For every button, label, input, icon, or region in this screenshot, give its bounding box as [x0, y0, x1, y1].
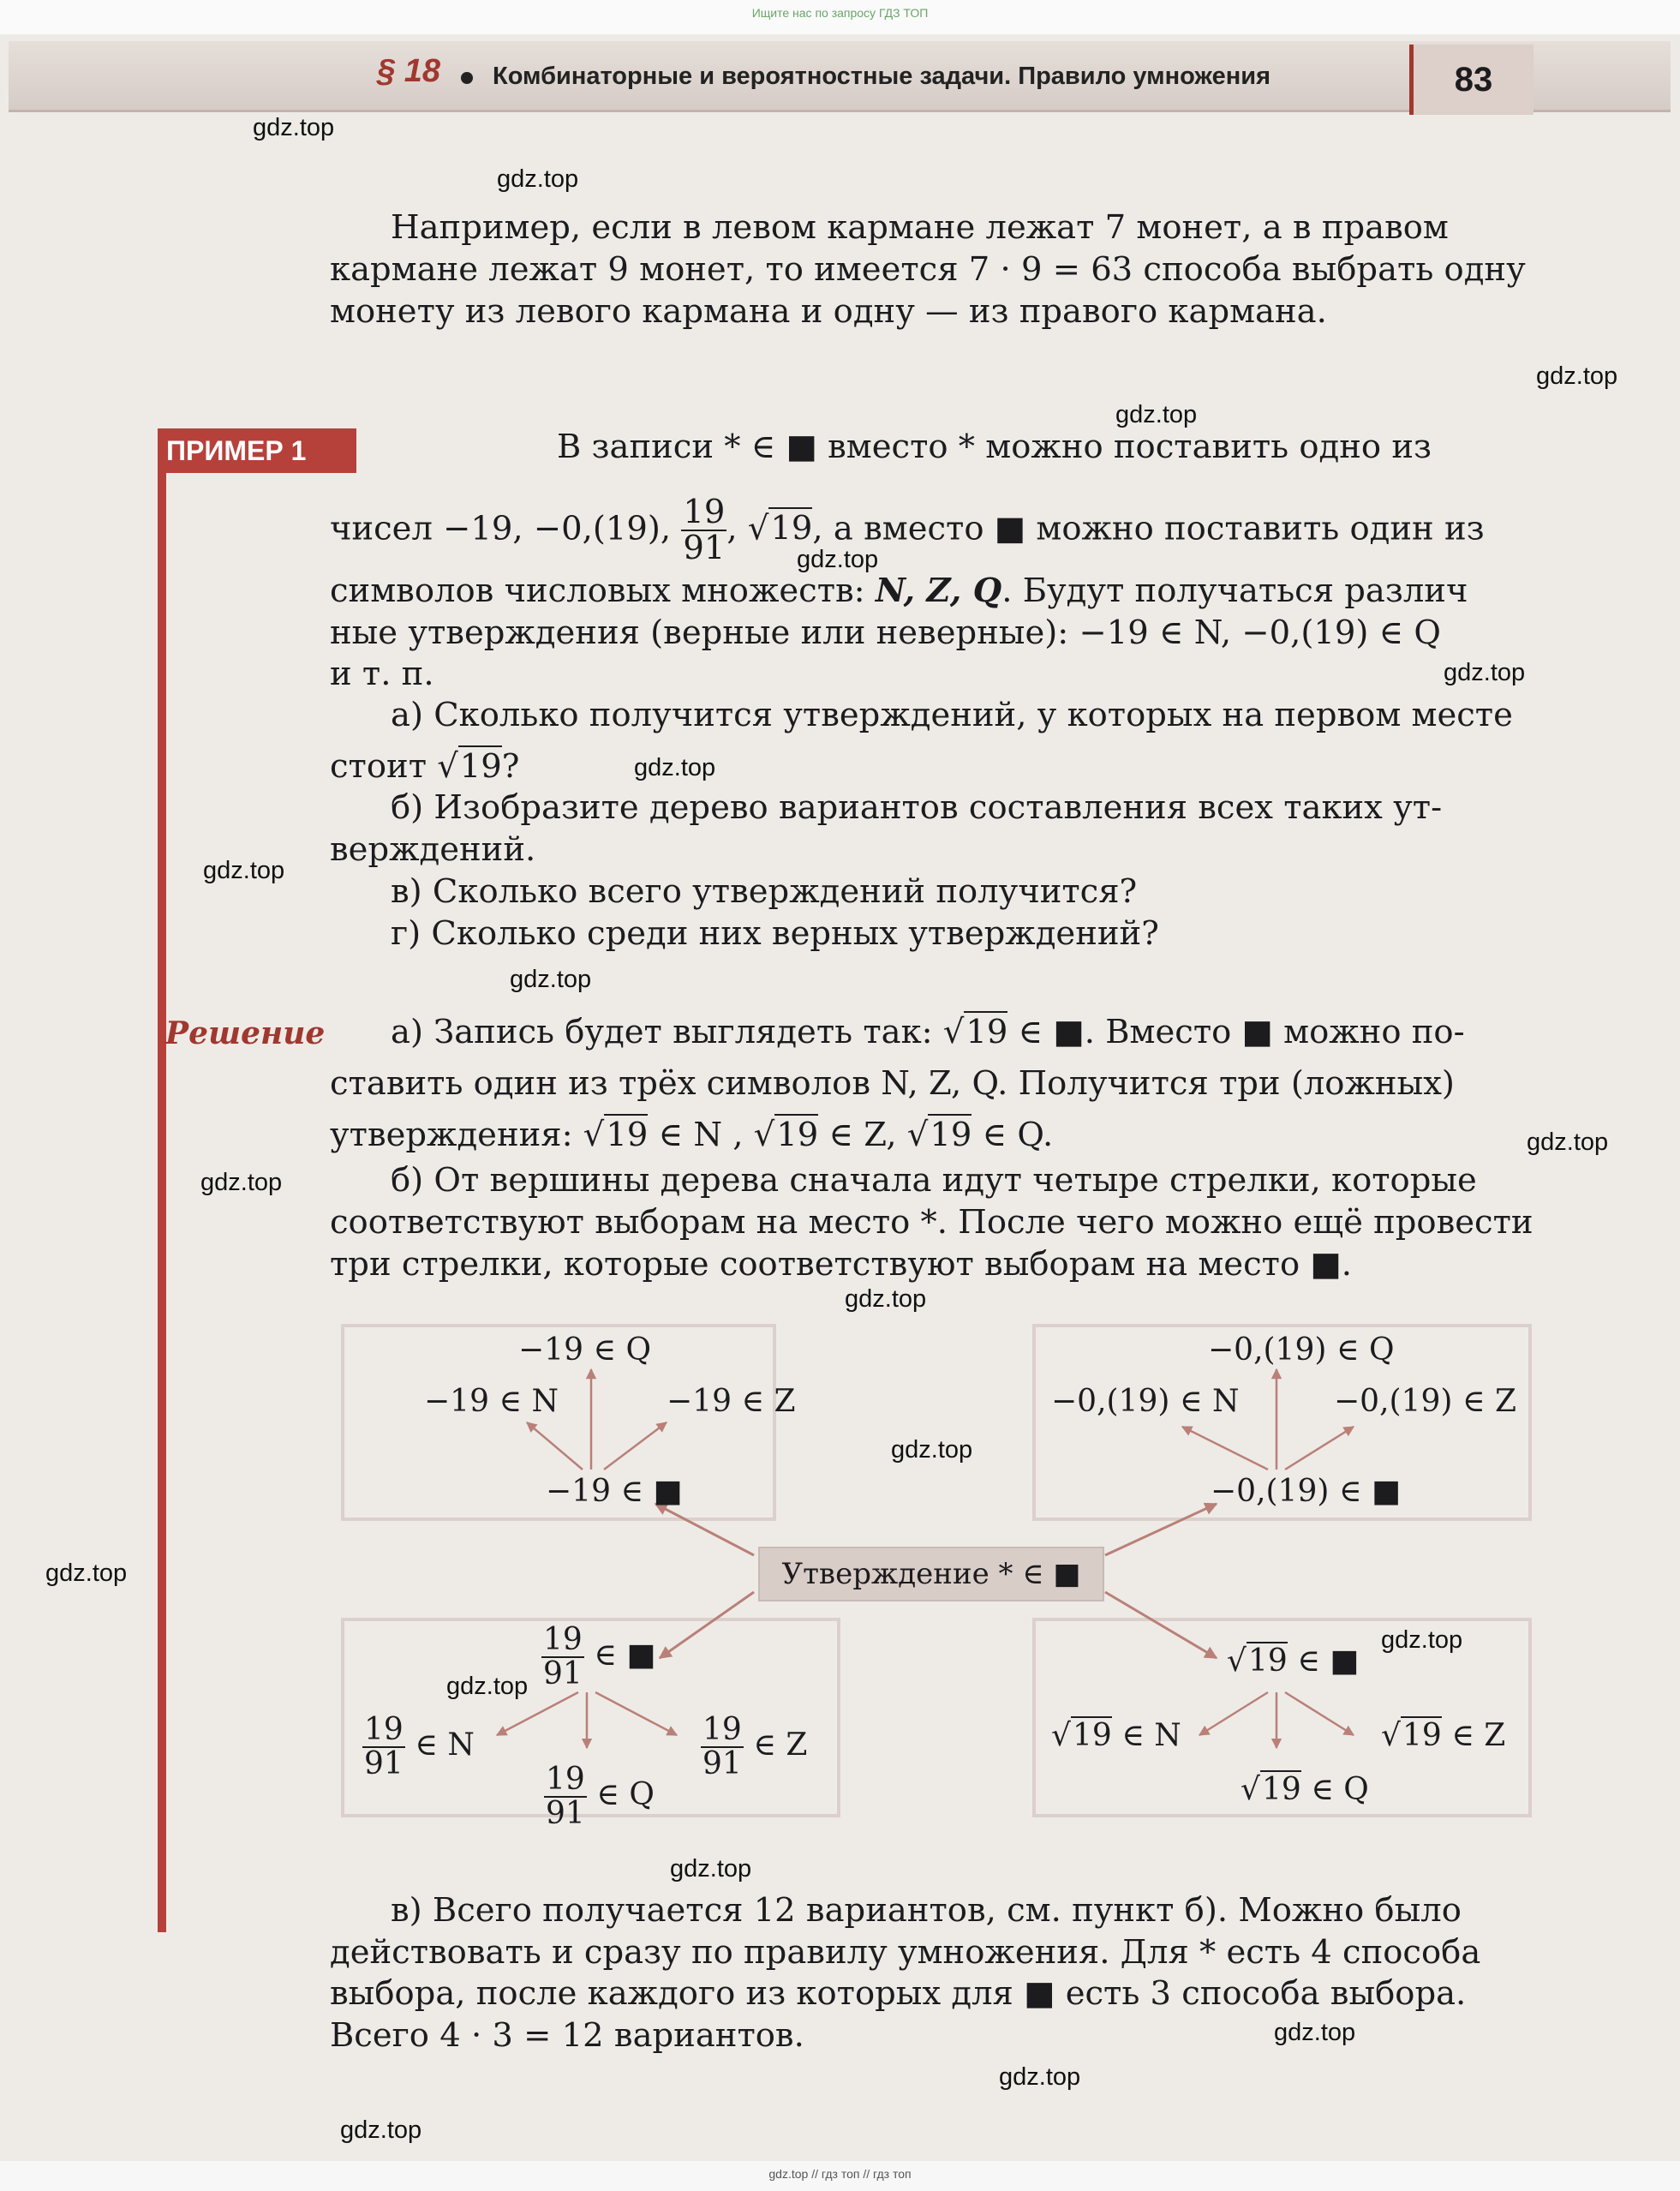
- question-d: г) Сколько среди них верных утверждений?: [391, 914, 1159, 953]
- fraction: $\frac{19}{91}$: [702, 1712, 742, 1781]
- solution-b: б) От вершины дерева сначала идут четыре стрелки, которые: [391, 1161, 1477, 1200]
- tree-leaf: √19 ∈ Z: [1381, 1718, 1506, 1753]
- solution-c: Всего 4 · 3 = 12 вариантов.: [330, 2016, 804, 2055]
- watermark: gdz.top: [253, 114, 335, 141]
- watermark: gdz.top: [45, 1559, 128, 1587]
- page-title: Комбинаторные и вероятностные задачи. Правило умножения: [493, 63, 1271, 90]
- solution-c: выбора, после каждого из которых для ■ есть 3 способа выбора.: [330, 1974, 1467, 2013]
- solution-b: три стрелки, которые соответствуют выборам на место ■.: [330, 1245, 1352, 1284]
- example-line: символов числовых множеств: N, Z, Q. Будут получаться различ: [330, 572, 1468, 610]
- watermark: gdz.top: [497, 165, 579, 193]
- tree-leaf: −0,(19) ∈ N: [1051, 1384, 1240, 1419]
- example-line: и т. п.: [330, 655, 434, 693]
- tree-leaf: −19 ∈ Q: [518, 1332, 652, 1368]
- watermark: gdz.top: [1444, 659, 1526, 686]
- fraction: $\frac{19}{91}$: [364, 1712, 404, 1781]
- watermark: gdz.top: [340, 2116, 422, 2144]
- example-line: чисел −19, −0,(19), $\frac{19}{91}$ , √19, а вместо ■ можно поставить один из: [330, 493, 1485, 568]
- watermark: gdz.top: [845, 1285, 927, 1313]
- top-banner[interactable]: Ищите нас по запросу ГДЗ ТОП: [0, 0, 1680, 34]
- question-c: в) Сколько всего утверждений получится?: [391, 872, 1138, 911]
- intro-line: кармане лежат 9 монет, то имеется 7 · 9 = 63 способа выбрать одну: [330, 250, 1526, 289]
- watermark: gdz.top: [797, 546, 879, 573]
- watermark: gdz.top: [1115, 401, 1198, 428]
- question-b: верждений.: [330, 830, 536, 869]
- solution-c: в) Всего получается 12 вариантов, см. пункт б). Можно было: [391, 1891, 1462, 1930]
- tree-root: Утверждение * ∈ ■: [758, 1547, 1104, 1601]
- section-number: § 18: [377, 53, 440, 89]
- tree-leaf: −19 ∈ Z: [667, 1384, 796, 1419]
- watermark: gdz.top: [670, 1855, 752, 1883]
- watermark: gdz.top: [1274, 2019, 1356, 2046]
- tree-leaf: −0,(19) ∈ Q: [1208, 1332, 1395, 1368]
- tree-leaf: $\frac{19}{91}$ ∈ Z: [702, 1712, 808, 1781]
- fraction: $\frac{19}{91}$: [546, 1762, 585, 1831]
- tree-leaf: $\frac{19}{91}$ ∈ N: [364, 1712, 475, 1781]
- solution-label: Решение: [165, 1015, 326, 1051]
- tree-node: $\frac{19}{91}$ ∈ ■: [543, 1622, 656, 1691]
- watermark: gdz.top: [1527, 1128, 1609, 1156]
- solution-b: соответствуют выборам на место *. После чего можно ещё провести: [330, 1203, 1534, 1242]
- tree-leaf: −0,(19) ∈ Z: [1334, 1384, 1516, 1419]
- watermark: gdz.top: [1536, 362, 1618, 390]
- intro-line: монету из левого кармана и одну — из правого кармана.: [330, 292, 1327, 331]
- intro-line: Например, если в левом кармане лежат 7 монет, а в правом: [391, 208, 1449, 247]
- watermark: gdz.top: [634, 754, 716, 781]
- question-b: б) Изобразите дерево вариантов составления всех таких ут-: [391, 788, 1443, 827]
- tree-node: √19 ∈ ■: [1227, 1643, 1360, 1679]
- watermark: gdz.top: [999, 2063, 1081, 2091]
- tree-leaf: $\frac{19}{91}$ ∈ Q: [546, 1762, 655, 1831]
- tree-leaf: √19 ∈ Q: [1241, 1772, 1369, 1807]
- solution-a: ставить один из трёх символов N, Z, Q. Получится три (ложных): [330, 1064, 1455, 1103]
- watermark: gdz.top: [446, 1673, 529, 1700]
- watermark: gdz.top: [510, 966, 592, 993]
- watermark: gdz.top: [891, 1436, 973, 1464]
- example-line: ные утверждения (верные или неверные): −19 ∈ N, −0,(19) ∈ Q: [330, 614, 1441, 652]
- fraction: $\frac{19}{91}$: [683, 493, 726, 568]
- question-a: а) Сколько получится утверждений, у которых на первом месте: [391, 696, 1513, 734]
- solution-a: утверждения: √19 ∈ N , √19 ∈ Z, √19 ∈ Q.: [330, 1116, 1054, 1154]
- tree-node: −19 ∈ ■: [546, 1474, 683, 1509]
- solution-c: действовать и сразу по правилу умножения. Для * есть 4 способа: [330, 1933, 1481, 1972]
- watermark: gdz.top: [203, 857, 285, 884]
- fraction: $\frac{19}{91}$: [543, 1622, 583, 1691]
- tree-node: −0,(19) ∈ ■: [1211, 1474, 1401, 1509]
- tree-leaf: −19 ∈ N: [424, 1384, 559, 1419]
- watermark: gdz.top: [200, 1169, 283, 1196]
- solution-a: а) Запись будет выглядеть так: √19 ∈ ■. Вместо ■ можно по-: [391, 1013, 1465, 1051]
- example-label: ПРИМЕР 1: [158, 428, 356, 473]
- page-number: 83: [1409, 45, 1534, 115]
- example-line: В записи * ∈ ■ вместо * можно поставить одно из: [557, 428, 1432, 466]
- watermark: gdz.top: [1381, 1626, 1463, 1654]
- bottom-banner[interactable]: gdz.top // гдз топ // гдз топ: [0, 2161, 1680, 2191]
- question-a: стоит √19?: [330, 747, 520, 786]
- tree-leaf: √19 ∈ N: [1051, 1718, 1181, 1753]
